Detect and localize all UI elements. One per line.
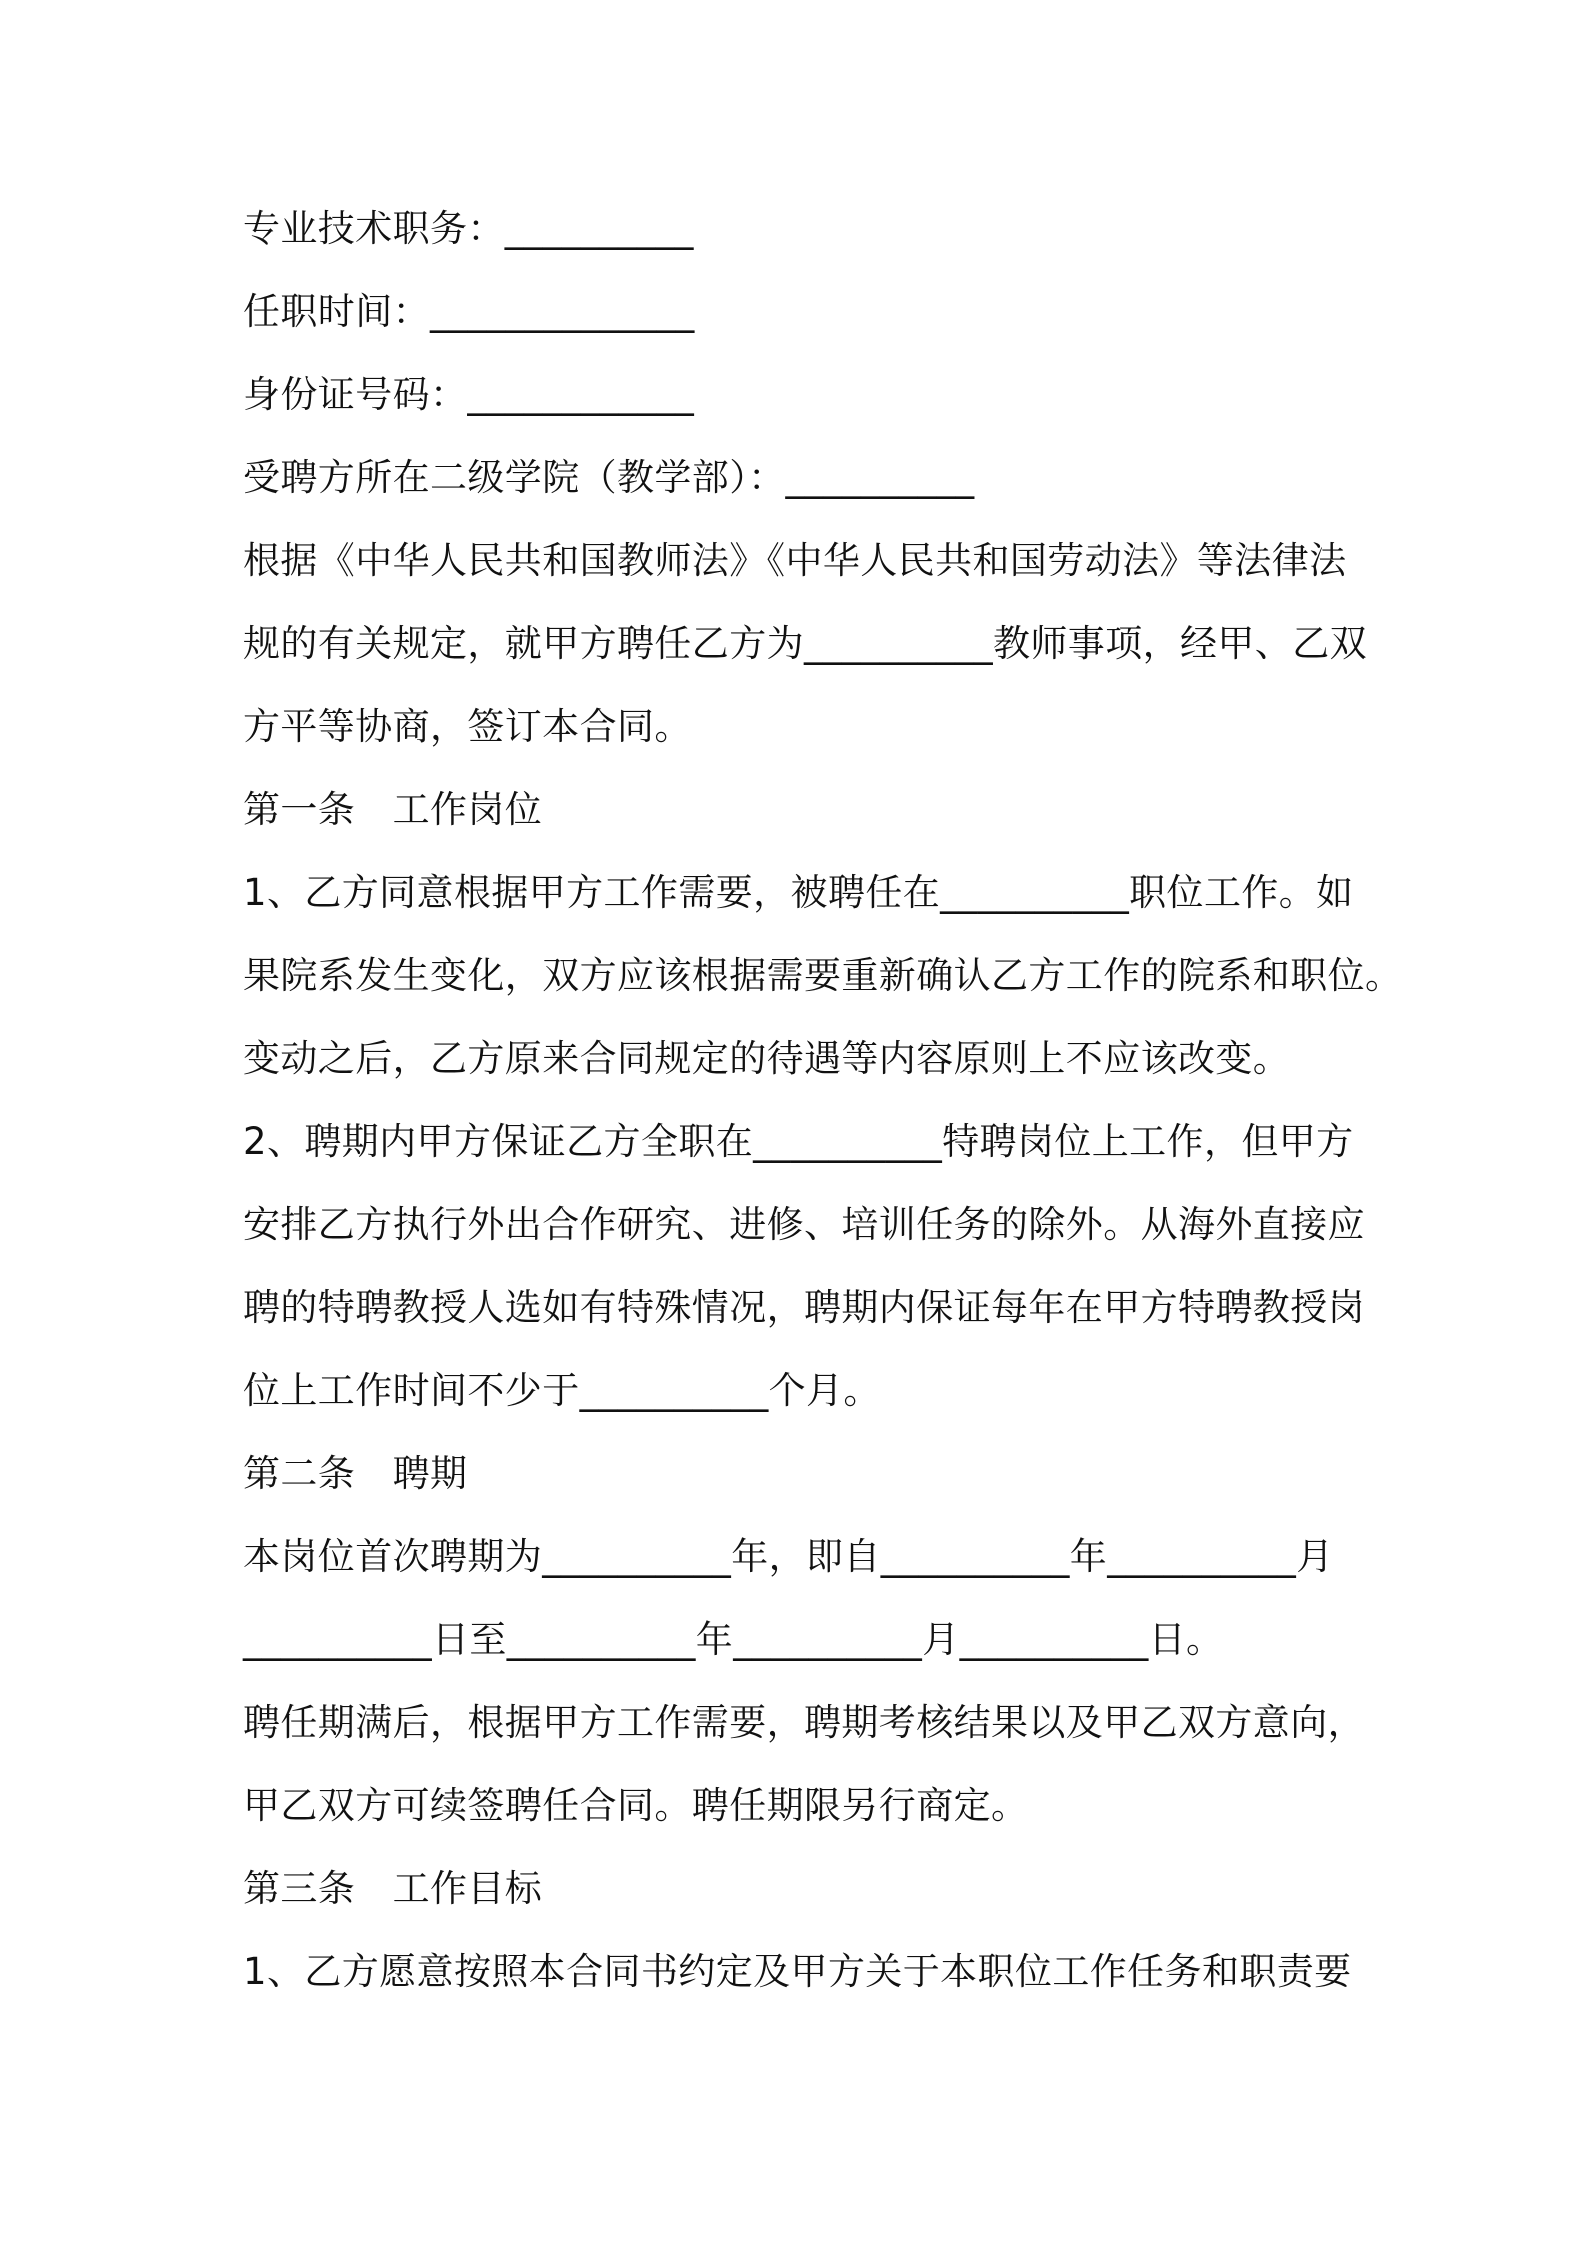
section-heading-article-1: 第一条 工作岗位 [243,788,543,831]
field-id-number: 身份证号码：____________ [243,373,695,416]
paragraph-line: 甲乙双方可续签聘任合同。聘任期限另行商定。 [243,1784,1029,1827]
field-college: 受聘方所在二级学院（教学部）：__________ [243,456,975,499]
section-heading-article-2: 第二条 聘期 [243,1452,468,1495]
paragraph-line: 1、乙方愿意按照本合同书约定及甲方关于本职位工作任务和职责要 [243,1950,1352,1993]
paragraph-line: 1、乙方同意根据甲方工作需要，被聘任在__________职位工作。如 [243,871,1354,914]
field-professional-title: 专业技术职务：__________ [243,207,694,250]
paragraph-line: 果院系发生变化，双方应该根据需要重新确认乙方工作的院系和职位。 [243,954,1403,997]
field-appointment-time: 任职时间：______________ [243,290,695,333]
paragraph-line: 聘的特聘教授人选如有特殊情况，聘期内保证每年在甲方特聘教授岗 [243,1286,1365,1329]
paragraph-line: 方平等协商，签订本合同。 [243,705,692,748]
paragraph-line: 2、聘期内甲方保证乙方全职在__________特聘岗位上工作，但甲方 [243,1120,1354,1163]
section-heading-article-3: 第三条 工作目标 [243,1867,543,1910]
paragraph-line: 安排乙方执行外出合作研究、进修、培训任务的除外。从海外直接应 [243,1203,1365,1246]
paragraph-line: 规的有关规定，就甲方聘任乙方为__________教师事项，经甲、乙双 [243,622,1367,665]
paragraph-line: 位上工作时间不少于__________个月。 [243,1369,881,1412]
paragraph-line: 聘任期满后，根据甲方工作需要，聘期考核结果以及甲乙双方意向， [243,1701,1365,1744]
paragraph-line: __________日至__________年__________月__________日。 [243,1618,1224,1661]
paragraph-line: 本岗位首次聘期为__________年，即自__________年__________月 [243,1535,1334,1578]
paragraph-line: 变动之后，乙方原来合同规定的待遇等内容原则上不应该改变。 [243,1037,1291,1080]
paragraph-line: 根据《中华人民共和国教师法》《中华人民共和国劳动法》等法律法 [243,539,1347,582]
